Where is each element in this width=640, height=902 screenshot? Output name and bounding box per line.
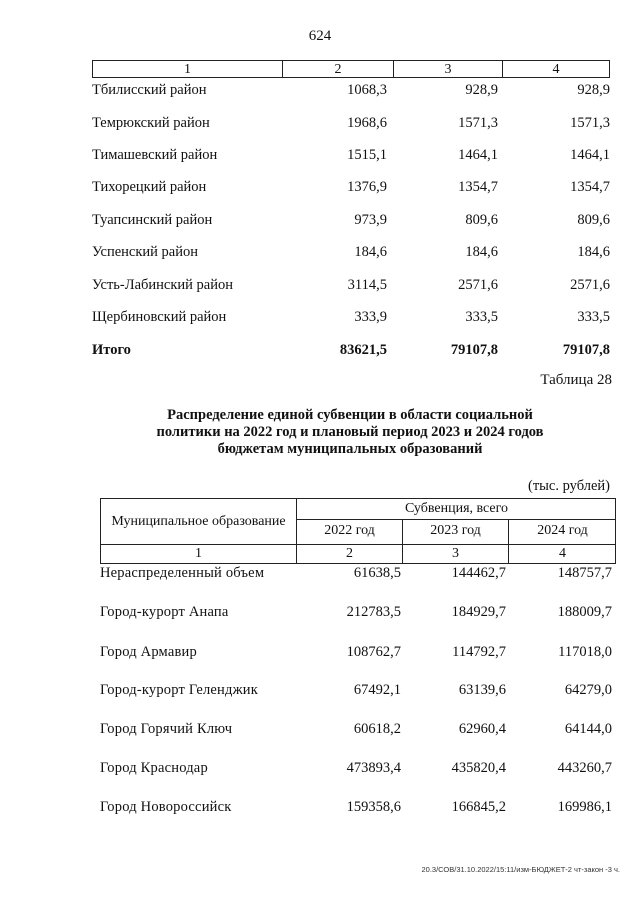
row-value-2024: 148757,7 xyxy=(557,565,612,581)
row-value-2022: 159358,6 xyxy=(346,799,401,815)
row-value-2024: 1354,7 xyxy=(570,179,610,195)
row-value-2023: 1354,7 xyxy=(458,179,498,195)
row-value-2022: 973,9 xyxy=(354,212,387,228)
table1-row xyxy=(92,179,612,199)
table2-row xyxy=(100,565,620,585)
row-value-2023: 435820,4 xyxy=(451,760,506,776)
row-name: Город Армавир xyxy=(100,644,197,660)
col-header-2024: 2024 год xyxy=(537,523,588,538)
row-value-2022: 108762,7 xyxy=(346,644,401,660)
row-name: Успенский район xyxy=(92,244,198,260)
row-name: Город Новороссийск xyxy=(100,799,232,815)
row-value-2024: 184,6 xyxy=(577,244,610,260)
row-value-2024: 169986,1 xyxy=(557,799,612,815)
row-value-2023: 184929,7 xyxy=(451,604,506,620)
total-value-2023: 79107,8 xyxy=(450,342,498,358)
row-value-2023: 62960,4 xyxy=(458,721,506,737)
row-name: Город-курорт Анапа xyxy=(100,604,229,620)
row-name: Город Горячий Ключ xyxy=(100,721,233,737)
row-value-2023: 63139,6 xyxy=(458,682,506,698)
table-heading xyxy=(60,407,640,458)
table1-header-col1: 1 xyxy=(184,62,191,77)
row-value-2022: 184,6 xyxy=(354,244,387,260)
row-value-2023: 928,9 xyxy=(465,82,498,98)
row-name: Туапсинский район xyxy=(92,212,213,228)
row-name: Тимашевский район xyxy=(92,147,218,163)
row-value-2024: 928,9 xyxy=(577,82,610,98)
table1-total-row xyxy=(92,342,612,362)
row-value-2022: 212783,5 xyxy=(346,604,401,620)
table1-header xyxy=(92,60,610,78)
col-header-2022: 2022 год xyxy=(324,523,375,538)
table2-row xyxy=(100,760,620,780)
row-value-2023: 114792,7 xyxy=(452,644,506,660)
row-value-2023: 1464,1 xyxy=(458,147,498,163)
table1-header-col3: 3 xyxy=(444,62,452,77)
heading-line-1: Распределение единой субвенции в области социальной xyxy=(167,407,533,423)
row-name: Тбилисский район xyxy=(92,82,207,98)
row-value-2024: 1571,3 xyxy=(570,115,610,131)
table1-row xyxy=(92,82,612,102)
row-value-2024: 117018,0 xyxy=(558,644,612,660)
row-value-2023: 2571,6 xyxy=(458,277,498,293)
col-header-2023: 2023 год xyxy=(430,523,481,538)
row-value-2024: 64279,0 xyxy=(564,682,612,698)
row-value-2022: 61638,5 xyxy=(353,565,401,581)
col-number-1: 1 xyxy=(195,546,202,561)
row-name: Усть-Лабинский район xyxy=(92,277,233,293)
row-name: Нераспределенный объем xyxy=(100,565,265,581)
row-value-2024: 64144,0 xyxy=(564,721,612,737)
row-value-2023: 809,6 xyxy=(465,212,498,228)
unit-label: (тыс. рублей) xyxy=(528,478,610,494)
row-value-2022: 60618,2 xyxy=(353,721,401,737)
table1-row xyxy=(92,309,612,329)
row-value-2023: 333,5 xyxy=(465,309,498,325)
row-value-2023: 166845,2 xyxy=(451,799,506,815)
table1-row xyxy=(92,212,612,232)
row-name: Город Краснодар xyxy=(100,760,208,776)
row-value-2022: 1515,1 xyxy=(347,147,387,163)
col-header-municipality: Муниципальное образование xyxy=(111,514,286,529)
table2-row xyxy=(100,721,620,741)
row-value-2022: 1376,9 xyxy=(347,179,387,195)
table1-row xyxy=(92,244,612,264)
row-value-2022: 473893,4 xyxy=(346,760,401,776)
row-value-2022: 67492,1 xyxy=(353,682,401,698)
row-value-2023: 144462,7 xyxy=(451,565,506,581)
table1-row xyxy=(92,277,612,297)
table2-row xyxy=(100,604,620,624)
col-header-subvention-total: Субвенция, всего xyxy=(404,501,509,516)
table2-row xyxy=(100,644,620,664)
row-value-2024: 809,6 xyxy=(577,212,610,228)
row-name: Город-курорт Геленджик xyxy=(100,682,259,698)
row-value-2024: 333,5 xyxy=(577,309,610,325)
row-name: Щербиновский район xyxy=(92,309,227,325)
row-value-2022: 1068,3 xyxy=(347,82,387,98)
total-label: Итого xyxy=(92,342,131,358)
row-value-2024: 2571,6 xyxy=(570,277,610,293)
table1-row xyxy=(92,147,612,167)
table2-row xyxy=(100,799,620,819)
col-number-3: 3 xyxy=(452,546,459,561)
table2-header xyxy=(100,498,616,564)
col-number-2: 2 xyxy=(346,546,353,561)
table1-header-col4: 4 xyxy=(552,62,560,77)
table-label: Таблица 28 xyxy=(540,372,612,388)
row-name: Тихорецкий район xyxy=(92,179,207,195)
heading-line-3: бюджетам муниципальных образований xyxy=(217,441,483,457)
table1-row xyxy=(92,115,612,135)
row-value-2022: 333,9 xyxy=(354,309,387,325)
table1-header-col2: 2 xyxy=(334,62,342,77)
row-value-2024: 1464,1 xyxy=(570,147,610,163)
heading-line-2: политики на 2022 год и плановый период 2023 и 2024 годов xyxy=(156,424,544,440)
row-value-2022: 3114,5 xyxy=(347,277,387,293)
row-value-2022: 1968,6 xyxy=(347,115,387,131)
col-number-4: 4 xyxy=(559,546,566,561)
total-value-2022: 83621,5 xyxy=(339,342,387,358)
page-number: 624 xyxy=(308,28,332,44)
total-value-2024: 79107,8 xyxy=(562,342,610,358)
document-footer: 20.3/СОВ/31.10.2022/15:11/изм-БЮДЖЕТ-2 чт-закон -3 ч. xyxy=(421,865,620,874)
row-name: Темрюкский район xyxy=(92,115,210,131)
row-value-2023: 1571,3 xyxy=(458,115,498,131)
row-value-2023: 184,6 xyxy=(465,244,498,260)
table2-row xyxy=(100,682,620,702)
row-value-2024: 188009,7 xyxy=(557,604,612,620)
row-value-2024: 443260,7 xyxy=(557,760,612,776)
